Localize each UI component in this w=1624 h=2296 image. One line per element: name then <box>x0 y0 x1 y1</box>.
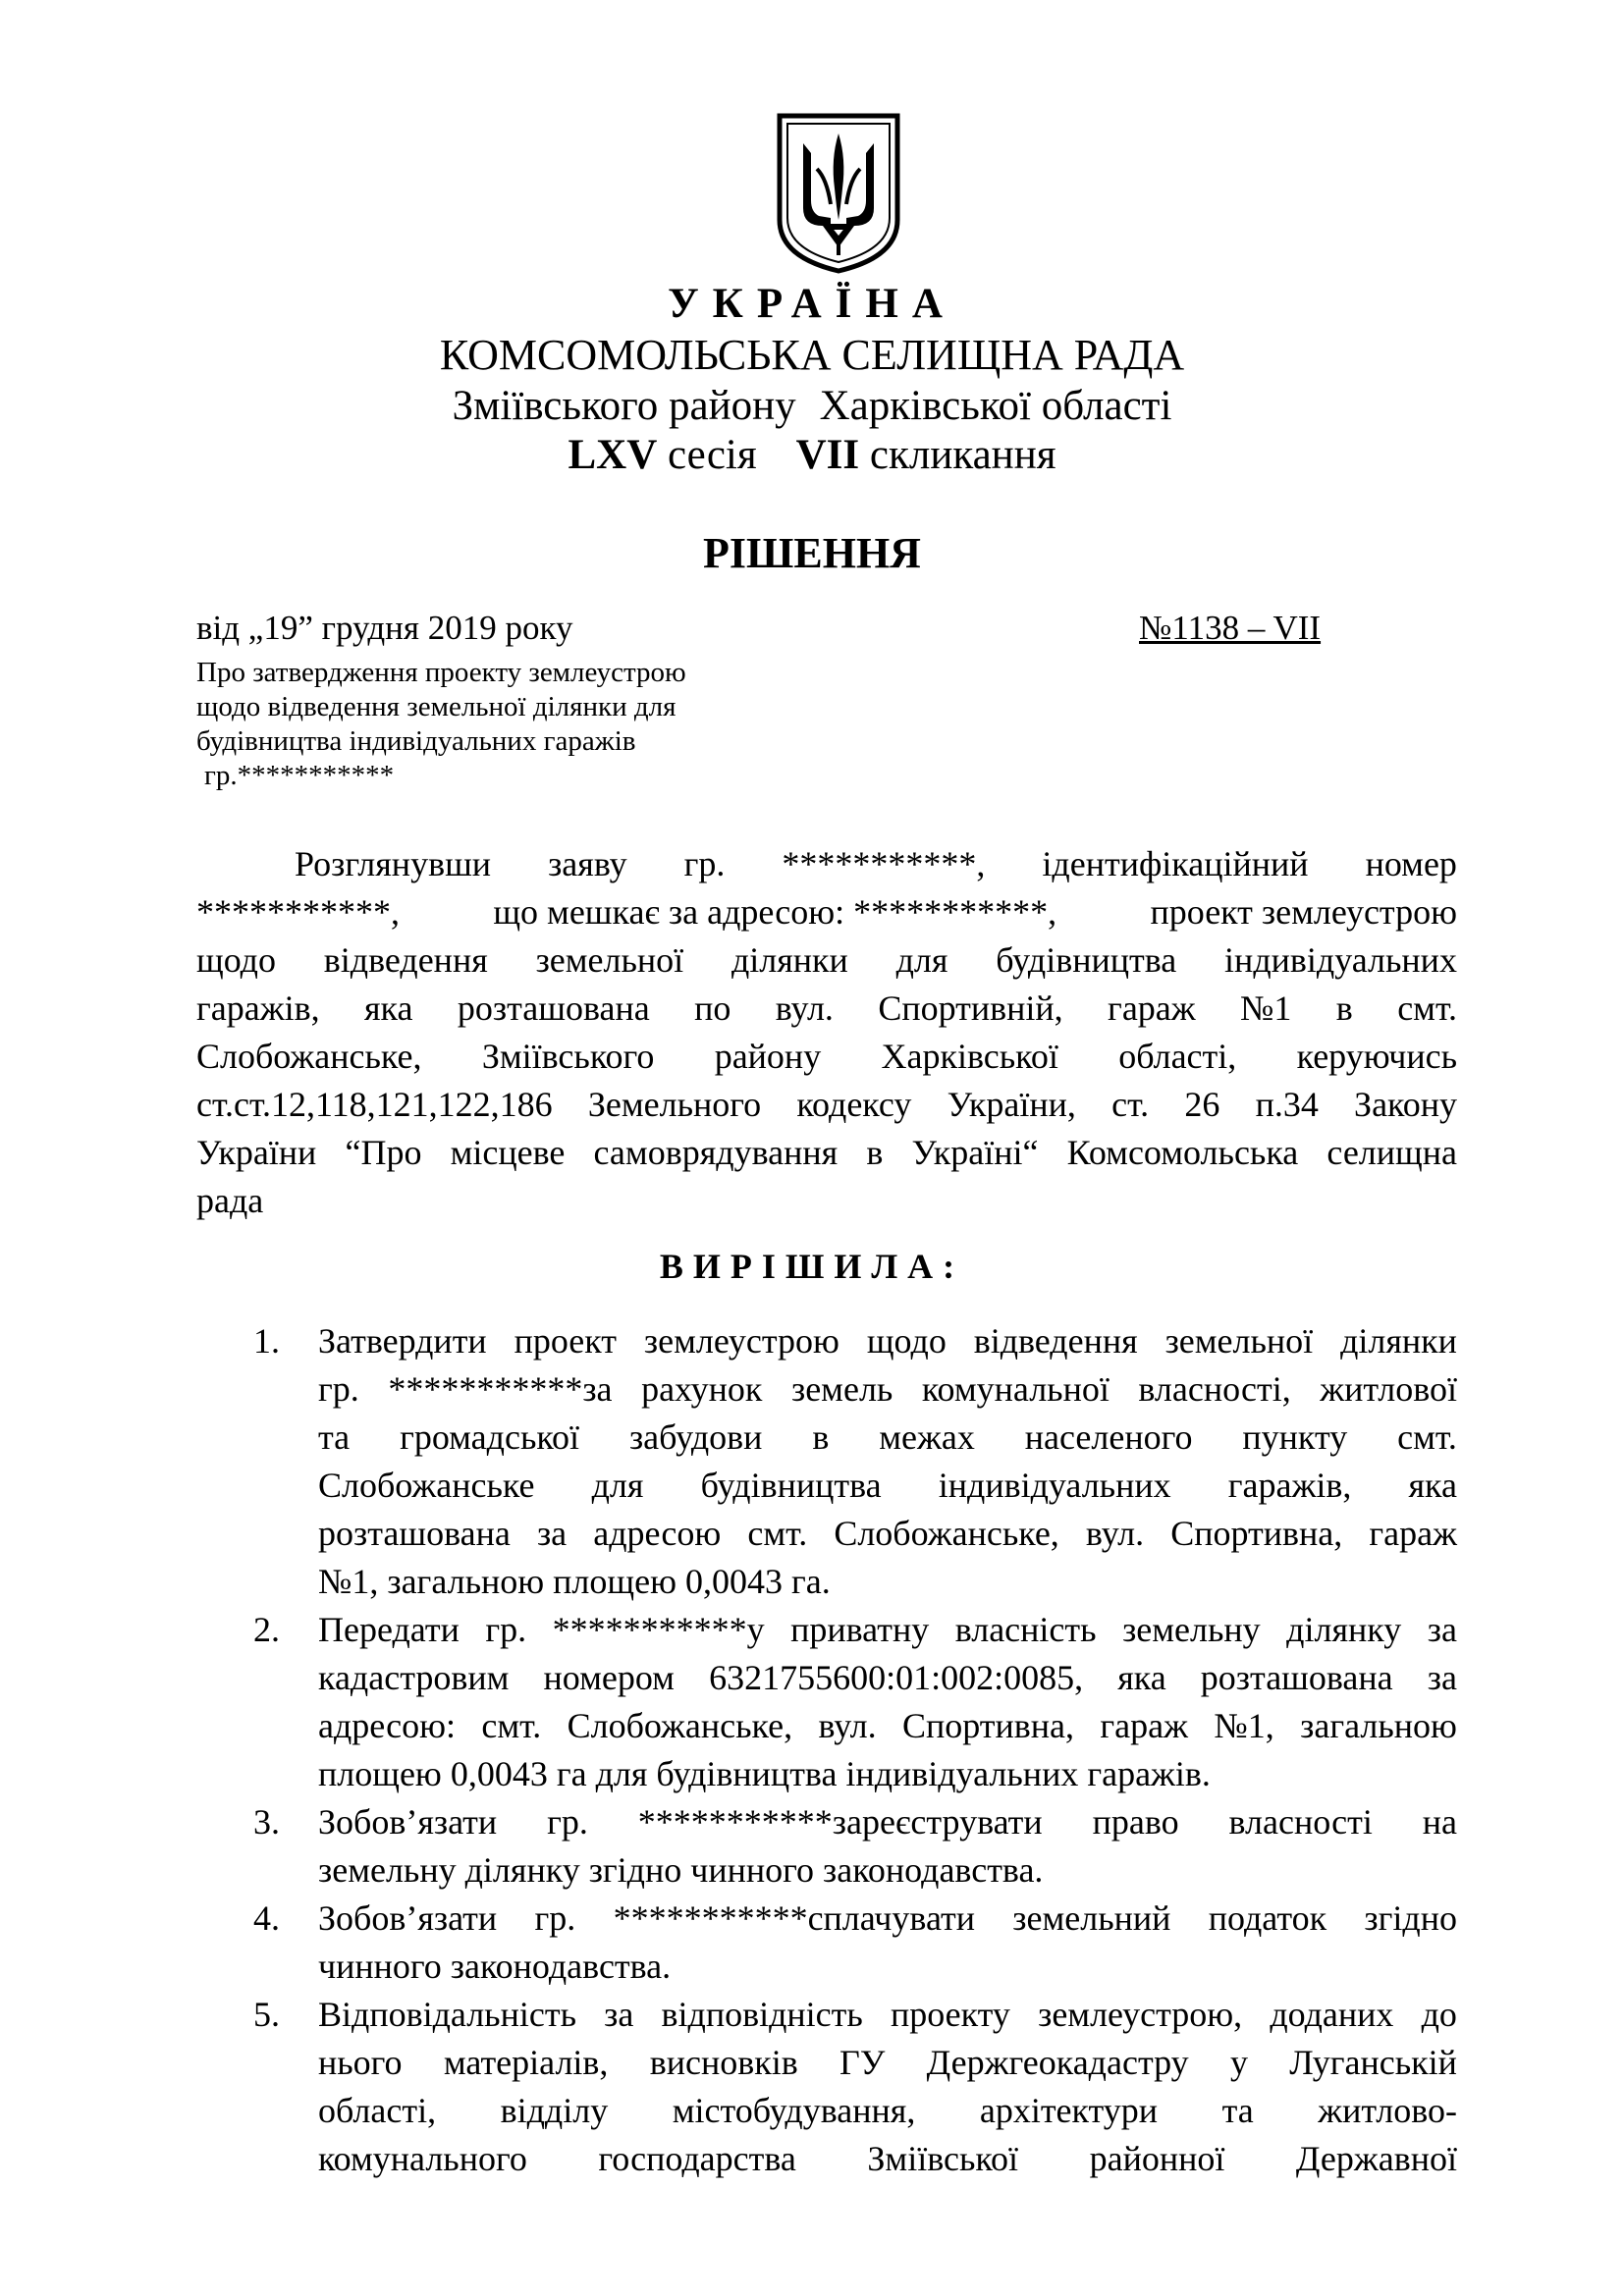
word: розташована <box>457 988 650 1028</box>
text-line <box>318 1991 1457 2039</box>
word: смт. <box>1397 988 1457 1028</box>
word: межах <box>879 1417 975 1457</box>
word: Спортивна, <box>1170 1514 1343 1553</box>
word: за <box>1427 1658 1457 1697</box>
word: вул. <box>818 1706 877 1745</box>
word: “Про <box>345 1133 422 1172</box>
text-line: земельну ділянку згідно чинного законодавства. <box>318 1850 1044 1890</box>
word: розташована <box>1200 1658 1393 1697</box>
word: ст. <box>1111 1085 1150 1124</box>
word: №1, <box>1214 1706 1274 1745</box>
text-line <box>196 888 1457 936</box>
word: у <box>1229 2043 1248 2082</box>
word: землеустрою <box>643 1321 839 1361</box>
word: Слобожанське <box>318 1466 535 1505</box>
word: гр. <box>534 1898 576 1938</box>
text-line: чинного законодавства. <box>318 1947 672 1986</box>
word: Закону <box>1354 1085 1457 1124</box>
word: згідно <box>1364 1898 1457 1938</box>
word: за <box>1427 1610 1457 1649</box>
word: рахунок <box>641 1369 763 1409</box>
text-line <box>318 1895 1457 1943</box>
text-line: №1, загальною площею 0,0043 га. <box>318 1562 831 1601</box>
word: земельної <box>535 940 684 980</box>
word: місцеве <box>450 1133 566 1172</box>
text-line <box>318 1317 1457 1365</box>
word: яка <box>364 988 413 1028</box>
word: населеного <box>1024 1417 1193 1457</box>
word: відведення <box>323 940 488 980</box>
word: будівництва <box>996 940 1177 980</box>
resolution-items <box>253 1317 1457 2183</box>
word: будівництва <box>700 1466 882 1505</box>
word: Слобожанське, <box>567 1706 793 1745</box>
text-line <box>196 936 1457 985</box>
word: земельний <box>1012 1898 1171 1938</box>
word: комунальної <box>921 1369 1110 1409</box>
word: Зміївського <box>481 1037 655 1076</box>
word: ***********, <box>782 844 986 883</box>
word: України, <box>947 1085 1076 1124</box>
word: гараж <box>1100 1706 1189 1745</box>
region-line <box>0 381 1624 432</box>
word: яка <box>1117 1658 1166 1697</box>
text-line <box>318 1606 1457 1654</box>
word: проект землеустрою <box>1150 892 1457 932</box>
word: Спортивній, <box>878 988 1063 1028</box>
word: смт. <box>747 1514 808 1553</box>
resolved-heading: ВИРІШИЛА: <box>659 1247 965 1286</box>
word: п.34 <box>1255 1085 1319 1124</box>
text-line: площею 0,0043 га для будівництва індивідуальних гаражів. <box>318 1754 1211 1793</box>
item-number: 1. <box>253 1321 280 1361</box>
word: вул. <box>1085 1514 1145 1553</box>
word: Державної <box>1295 2139 1457 2178</box>
preamble-paragraph <box>196 840 1457 1225</box>
text-line: рада <box>196 1181 264 1220</box>
word: забудови <box>628 1417 763 1457</box>
council-name: КОМСОМОЛЬСЬКА СЕЛИЩНА РАДА <box>439 331 1185 379</box>
word: гаражів, <box>1227 1466 1352 1505</box>
word: смт. <box>481 1706 542 1745</box>
word: Зміївської <box>867 2139 1019 2178</box>
word: за <box>604 1995 634 2034</box>
word: за <box>536 1514 568 1553</box>
text-line <box>318 1702 1457 1750</box>
word: кодексу <box>796 1085 912 1124</box>
text-line <box>318 1462 1457 1510</box>
word: та <box>1221 2091 1254 2130</box>
word: господарства <box>598 2139 796 2178</box>
word: Зобов’язати <box>318 1802 498 1842</box>
word: матеріалів, <box>443 2043 609 2082</box>
word: висновків <box>649 2043 798 2082</box>
word: 6321755600:01:002:0085, <box>709 1658 1084 1697</box>
word: ділянки <box>1340 1321 1457 1361</box>
word: України <box>196 1133 317 1172</box>
word: індивідуальних <box>1224 940 1457 980</box>
word: на <box>1422 1802 1457 1842</box>
word: ділянку <box>1286 1610 1402 1649</box>
word: загальною <box>1300 1706 1457 1745</box>
word: адресою <box>593 1514 722 1553</box>
word: в <box>866 1133 884 1172</box>
word: 26 <box>1184 1085 1220 1124</box>
text-line <box>318 2087 1457 2135</box>
text-line <box>318 1365 1457 1414</box>
word: земельну <box>1122 1610 1261 1649</box>
word: номер <box>1365 844 1457 883</box>
subject-line: гр.*********** <box>204 760 395 791</box>
word: гараж <box>1369 1514 1457 1553</box>
word: ГУ <box>839 2043 886 2082</box>
word: відведення <box>973 1321 1138 1361</box>
word: житлово- <box>1318 2091 1457 2130</box>
word: по <box>694 988 731 1028</box>
word: гр. <box>683 844 726 883</box>
word: вул. <box>775 988 834 1028</box>
word: селищна <box>1326 1133 1457 1172</box>
session-number: LXV <box>568 432 658 478</box>
convocation-word: скликання <box>869 432 1056 478</box>
word: гараж <box>1108 988 1196 1028</box>
word: власність <box>954 1610 1097 1649</box>
word: району <box>714 1037 822 1076</box>
word: право <box>1092 1802 1179 1842</box>
word: ***********у <box>552 1610 765 1649</box>
text-line <box>196 1129 1457 1177</box>
resolution-item <box>253 1606 1457 1798</box>
word: в <box>1335 988 1353 1028</box>
item-number: 3. <box>253 1802 280 1842</box>
text-line <box>196 1033 1457 1081</box>
word: Слобожанське, <box>834 1514 1059 1553</box>
word: ***********сплачувати <box>613 1898 975 1938</box>
word: Слобожанське, <box>196 1037 422 1076</box>
word: смт. <box>1397 1417 1457 1457</box>
subject-line: будівництва індивідуальних гаражів <box>196 725 636 757</box>
resolution-item <box>253 1317 1457 1606</box>
text-line <box>318 1654 1457 1702</box>
word: житлової <box>1320 1369 1457 1409</box>
word: відповідність <box>661 1995 863 2034</box>
word: адресою: <box>318 1706 457 1745</box>
word: керуючись <box>1296 1037 1457 1076</box>
word: яка <box>1408 1466 1457 1505</box>
word: до <box>1421 1995 1457 2034</box>
word: архітектури <box>979 2091 1159 2130</box>
word: індивідуальних <box>938 1466 1171 1505</box>
word: області, <box>318 2091 437 2130</box>
word: податок <box>1208 1898 1327 1938</box>
word: гаражів, <box>196 988 320 1028</box>
word: щодо <box>866 1321 947 1361</box>
word: №1 <box>1240 988 1292 1028</box>
country-heading: УКРАЇНА <box>668 281 956 327</box>
resolution-item <box>253 1895 1457 1991</box>
decision-date: від „19” грудня 2019 року <box>196 609 573 647</box>
word: нього <box>318 2043 403 2082</box>
word: Земельного <box>587 1085 762 1124</box>
decision-subject <box>196 656 686 793</box>
word: земель <box>790 1369 893 1409</box>
resolution-item <box>253 1798 1457 1895</box>
word: для <box>591 1466 644 1505</box>
word: ідентифікаційний <box>1042 844 1309 883</box>
decision-title: РІШЕННЯ <box>703 529 921 577</box>
word: в <box>812 1417 830 1457</box>
word: ст.ст.12,118,121,122,186 <box>196 1085 553 1124</box>
word: розташована <box>318 1514 511 1553</box>
word: комунального <box>318 2139 527 2178</box>
subject-line: щодо відведення земельної ділянки для <box>196 691 677 722</box>
word: Спортивна, <box>901 1706 1075 1745</box>
convocation-number: VII <box>795 432 860 478</box>
text-line <box>196 840 1457 888</box>
word: Луганській <box>1289 2043 1457 2082</box>
word: приватну <box>790 1610 930 1649</box>
word: заяву <box>548 844 627 883</box>
text-line <box>318 2135 1457 2183</box>
word: ділянки <box>731 940 848 980</box>
text-line <box>196 985 1457 1033</box>
word: Зобов’язати <box>318 1898 498 1938</box>
word: та <box>318 1417 351 1457</box>
item-number: 5. <box>253 1995 280 2034</box>
session-line <box>0 430 1624 481</box>
word: гр. <box>547 1802 588 1842</box>
word: Розглянувши <box>295 844 492 883</box>
word: Відповідальність <box>318 1995 576 2034</box>
word: містобудування, <box>672 2091 916 2130</box>
word: відділу <box>500 2091 609 2130</box>
word: щодо <box>196 940 276 980</box>
word: доданих <box>1270 1995 1394 2034</box>
word: ***********зареєструвати <box>637 1802 1043 1842</box>
word: самоврядування <box>593 1133 839 1172</box>
text-line <box>318 2039 1457 2087</box>
word: ***********, <box>196 892 400 932</box>
text-line <box>318 1414 1457 1462</box>
word: Харківської <box>881 1037 1058 1076</box>
word: власності <box>1228 1802 1373 1842</box>
word: для <box>895 940 948 980</box>
item-number: 4. <box>253 1898 280 1938</box>
session-word: сесія <box>668 432 757 478</box>
word: ***********за <box>388 1369 613 1409</box>
word: проект <box>514 1321 617 1361</box>
decision-number: №1138 – VII <box>1139 609 1322 647</box>
word: пункту <box>1242 1417 1348 1457</box>
text-line <box>196 1081 1457 1129</box>
resolution-item <box>253 1991 1457 2183</box>
word: Передати <box>318 1610 460 1649</box>
word: Україні“ <box>911 1133 1039 1172</box>
coat-of-arms-icon <box>774 110 903 275</box>
word: власності, <box>1138 1369 1291 1409</box>
word: громадської <box>400 1417 580 1457</box>
word: проекту <box>890 1995 1010 2034</box>
subject-line: Про затвердження проекту землеустрою <box>196 657 686 688</box>
word: гр. <box>485 1610 527 1649</box>
word: Комсомольська <box>1066 1133 1299 1172</box>
word: кадастровим <box>318 1658 510 1697</box>
word: області, <box>1118 1037 1237 1076</box>
district-name: Зміївського району <box>452 383 796 429</box>
text-line <box>318 1798 1457 1846</box>
oblast-name: Харківської області <box>819 383 1172 429</box>
word: земельної <box>1164 1321 1314 1361</box>
word: номером <box>543 1658 675 1697</box>
word: землеустрою, <box>1038 1995 1243 2034</box>
word: гр. <box>318 1369 359 1409</box>
item-number: 2. <box>253 1610 280 1649</box>
word: що мешкає за адресою: ***********, <box>493 892 1057 932</box>
text-line <box>318 1510 1457 1558</box>
word: районної <box>1089 2139 1225 2178</box>
word: Затвердити <box>318 1321 487 1361</box>
word: Держгеокадастру <box>926 2043 1189 2082</box>
